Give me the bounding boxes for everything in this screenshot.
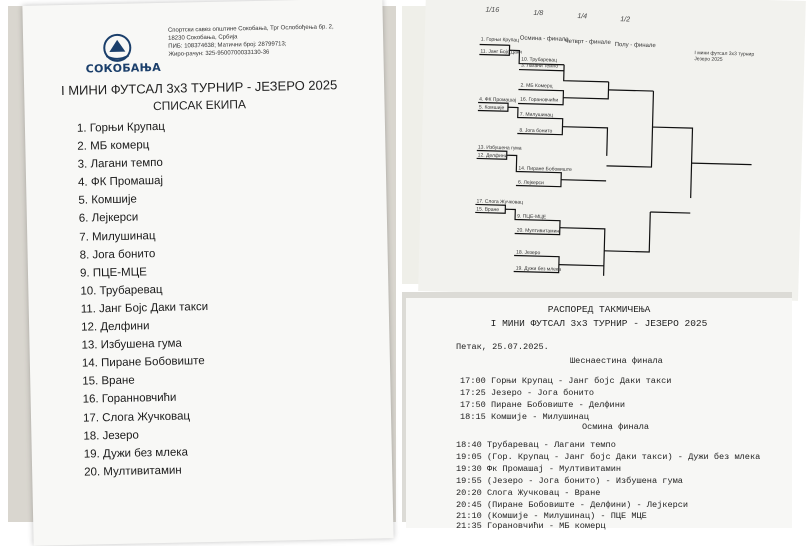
team-item: 9. ПЦЕ-МЦЕ: [79, 266, 147, 280]
letterhead: [168, 23, 334, 58]
round-header: 1/2: [620, 16, 631, 24]
bracket-entry: 3. Лагани темпо: [520, 62, 559, 70]
team-item: 20. Мултивитамин: [84, 464, 182, 479]
bracket-entry: 6. Лејкерси: [517, 179, 544, 187]
bracket-entry: 5. Комшије: [478, 104, 505, 112]
match-line: 21:35 Горановчићи - МБ комерц: [456, 521, 606, 531]
team-item: 3. Лагани темпо: [77, 157, 163, 171]
team-item: 7. Милушинац: [79, 229, 156, 244]
match-line: 19:30 Фк Промашај - Мултивитамин: [456, 464, 622, 474]
match-line: 18:40 Трубаревац - Лагани темпо: [456, 440, 616, 450]
team-item: 15. Вране: [82, 374, 135, 388]
bracket-entry: 12. Делфини: [477, 152, 508, 160]
team-item: 10. Трубаревац: [80, 283, 163, 298]
match-line: 20:20 Слога Жучковац - Вране: [456, 488, 601, 498]
match-line: 17:25 Језеро - Јога бонито: [460, 388, 595, 398]
bracket-lines: [418, 0, 806, 301]
bracket-entry: 7. Милушинац: [519, 111, 554, 119]
bracket-entry: 11. Јанг Бојс Даки: [480, 48, 522, 56]
team-item: 4. ФК Промашај: [77, 175, 164, 189]
team-item: 11. Јанг Бојс Даки такси: [80, 300, 209, 316]
schedule-date: Петак, 25.07.2025.: [456, 342, 549, 352]
round-header: 1/4: [577, 13, 588, 21]
bracket-entry: 8. Јога бонито: [519, 127, 553, 135]
round-header: 1/8: [533, 9, 544, 18]
match-line: 19:05 (Гор. Крупац - Јанг бојс Даки такси) - Дужи без млека: [456, 452, 761, 462]
round-label: Осмина - финала: [519, 35, 569, 43]
bracket-title-line: I мини футсал 3х3 турнир: [694, 50, 755, 58]
match-line: 21:10 (Комшије - Милушинац) - ПЦЕ МЦЕ: [456, 511, 647, 521]
schedule-photo: [402, 292, 792, 531]
team-item: 12. Делфини: [81, 320, 150, 334]
bracket-entry: 13. Избушена гума: [477, 144, 522, 152]
round-header: 1/16: [485, 6, 500, 14]
bracket-entry: 15. Вране: [476, 206, 500, 214]
match-line: 17:50 Пиране Бобовиште - Делфини: [460, 400, 626, 410]
round-heading: Шеснаестина финала: [570, 356, 663, 366]
match-line: 19:55 (Језеро - Јога бонито) - Избушена гума: [456, 476, 683, 486]
team-item: 2. МБ комерц: [77, 139, 150, 153]
team-list-heading: СПИСАК ЕКИПА: [152, 97, 247, 114]
bracket-photo: [402, 6, 792, 284]
match-line: 18:15 Комшије - Милушинац: [460, 412, 589, 422]
schedule-sheet: [406, 298, 792, 531]
sports-federation-logo: [93, 25, 142, 66]
bracket-entry: 4. ФК Промашај: [479, 96, 517, 104]
bracket-entry: 16. Горановчићи: [520, 96, 559, 104]
team-list-sheet: [22, 0, 393, 546]
team-item: 1. Горњи Крупац: [76, 120, 166, 135]
team-item: 5. Комшије: [78, 193, 137, 208]
letterhead-line: Спортски савез општине Сокобања, Трг Ослобођења бр. 2,: [167, 24, 334, 34]
letterhead-line: ПИБ: 108374638; Матични број: 28799713;: [168, 41, 287, 50]
bracket-entry: 9. ПЦЕ-МЦЕ: [517, 213, 547, 221]
team-item: 8. Јога бонито: [79, 247, 156, 262]
team-item: 14. Пиране Бобовиште: [81, 355, 205, 370]
team-item: 18. Језеро: [83, 429, 139, 443]
bracket-sheet: [418, 0, 806, 301]
logo-text: СОКОБАЊА: [85, 60, 162, 76]
tournament-title: I МИНИ ФУТСАЛ 3х3 ТУРНИР - ЈЕЗЕРО 2025: [490, 318, 708, 329]
bracket-title-line: Језеро 2025: [694, 56, 723, 63]
team-item: 16. Горанновчићи: [82, 392, 177, 407]
team-item: 6. Лејкерси: [78, 211, 139, 226]
schedule-title: РАСПОРЕД ТАКМИЧЕЊА: [547, 304, 651, 315]
bracket-entry: 14. Пиране Бобовиште: [518, 165, 572, 173]
round-heading: Осмина финала: [582, 422, 650, 432]
letterhead-line: 18230 Сокобања, Србија: [168, 34, 238, 42]
bracket-entry: 17. Слога Жучковац: [476, 198, 524, 206]
round-label: Четврт - финале: [564, 38, 611, 46]
tournament-title: I МИНИ ФУТСАЛ 3х3 ТУРНИР - ЈЕЗЕРО 2025: [60, 77, 338, 99]
match-line: 17:00 Горњи Крупац - Јанг бојс Даки такси: [460, 376, 672, 386]
team-item: 13. Избушена гума: [81, 337, 182, 352]
bracket-entry: 2. МБ Комерц: [520, 82, 553, 90]
team-list: [77, 117, 212, 481]
letterhead-line: Жиро-рачун: 325-9500700033130-36: [168, 49, 270, 58]
bracket-entry: 18. Језеро: [516, 249, 541, 257]
team-list-photo: [8, 6, 396, 522]
bracket-entry: 20. Мултивитамин: [516, 227, 560, 235]
team-item: 19. Дужи без млека: [83, 446, 189, 461]
bracket-entry: 19. Дужи без млека: [515, 265, 562, 273]
bracket-entry: 10. Трубаревац: [521, 56, 558, 64]
team-item: 17. Слога Жучковац: [82, 409, 191, 425]
match-line: 20:45 (Пиране Бобовиште - Делфини) - Лејкерси: [456, 500, 689, 510]
bracket-entry: 1. Горњи Крупац: [480, 36, 520, 44]
round-label: Полу - финале: [614, 42, 656, 50]
